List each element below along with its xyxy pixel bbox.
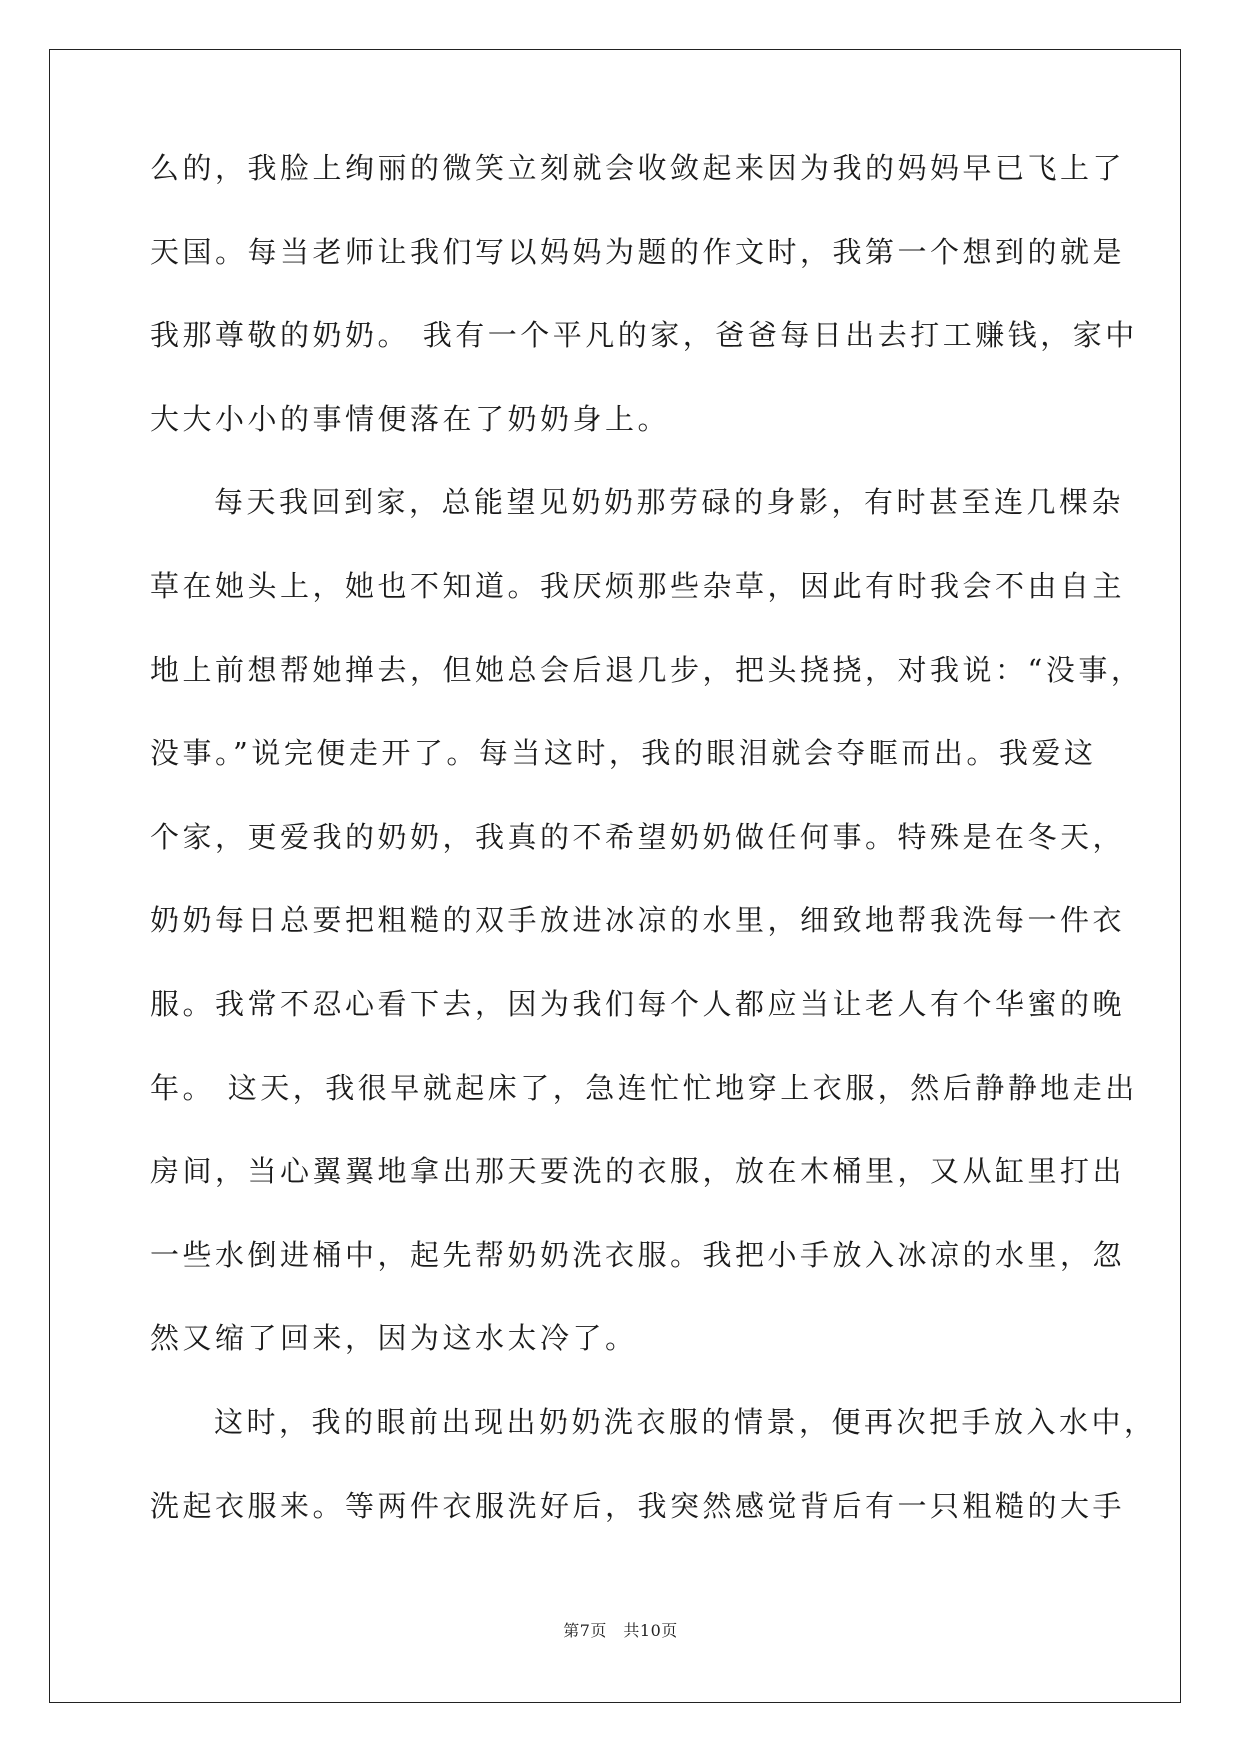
text-line: 这时，我的眼前出现出奶奶洗衣服的情景，便再次把手放入水中， [214, 1404, 1157, 1439]
text-line: 么的，我脸上绚丽的微笑立刻就会收敛起来因为我的妈妈早已飞上了 [150, 151, 1126, 185]
text-line: 草在她头上，她也不知道。我厌烦那些杂草，因此有时我会不由自主 [150, 568, 1126, 603]
page-number: 第7页 共10页 [563, 1621, 678, 1640]
text-line: 地上前想帮她掸去，但她总会后退几步，把头挠挠，对我说：“没事， [150, 652, 1144, 687]
text-line: 服。我常不忍心看下去，因为我们每个人都应当让老人有个华蜜的晚 [150, 986, 1126, 1021]
text-line: 天国。每当老师让我们写以妈妈为题的作文时，我第一个想到的就是 [150, 234, 1126, 269]
text-line: 个家，更爱我的奶奶，我真的不希望奶奶做任何事。特殊是在冬天， [150, 819, 1126, 854]
document-body [150, 148, 1157, 1569]
text-line: 每天我回到家，总能望见奶奶那劳碌的身影，有时甚至连几棵杂 [214, 485, 1125, 520]
text-line: 大大小小的事情便落在了奶奶身上。 [150, 401, 671, 436]
text-line: 洗起衣服来。等两件衣服洗好后，我突然感觉背后有一只粗糙的大手 [150, 1488, 1126, 1523]
text-line: 年。 这天，我很早就起床了，急连忙忙地穿上衣服，然后静静地走出 [150, 1070, 1138, 1105]
text-line: 然又缩了回来，因为这水太冷了。 [150, 1321, 638, 1356]
text-line: 一些水倒进桶中，起先帮奶奶洗衣服。我把小手放入冰凉的水里，忽 [150, 1237, 1126, 1272]
text-line: 房间，当心翼翼地拿出那天要洗的衣服，放在木桶里，又从缸里打出 [150, 1154, 1126, 1189]
text-line: 我那尊敬的奶奶。 我有一个平凡的家，爸爸每日出去打工赚钱，家中 [150, 318, 1138, 353]
text-line: 奶奶每日总要把粗糙的双手放进冰凉的水里，细致地帮我洗每一件衣 [150, 903, 1126, 938]
text-line: 没事。”说完便走开了。每当这时，我的眼泪就会夺眶而出。我爱这 [150, 736, 1097, 771]
